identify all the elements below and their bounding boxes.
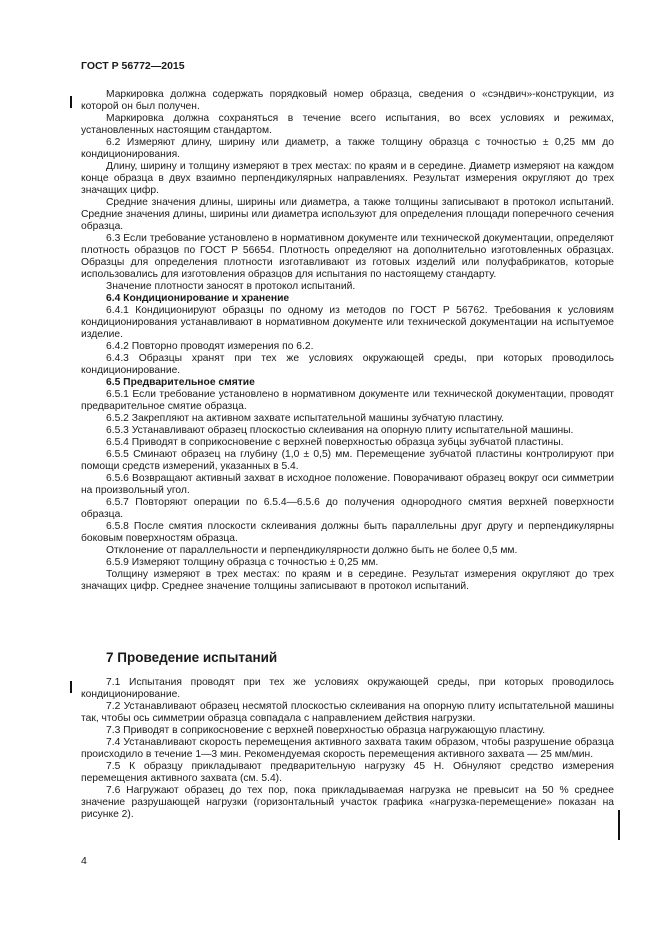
paragraph: 6.4.2 Повторно проводят измерения по 6.2.	[106, 341, 314, 352]
subsection-heading: 6.5 Предварительное смятие	[106, 377, 255, 388]
section-body	[81, 677, 614, 821]
paragraph: 6.5.9 Измеряют толщину образца с точностью ± 0,25 мм.	[106, 557, 379, 568]
change-bar	[618, 810, 620, 840]
paragraph: 6.4.1 Кондиционируют образцы по одному из методов по ГОСТ Р 56762. Требования к условиям кондиционирования устанавливают в нормативном документе или технической документации на испытуемое изделие.	[81, 305, 614, 340]
paragraph: Толщину измеряют в трех местах: по краям и в середине. Результат измерения округляют до трех значащих цифр. Среднее значение толщины записывают в протокол испытаний.	[81, 569, 614, 592]
paragraph: 6.5.4 Приводят в соприкосновение с верхней поверхностью образца зубцы зубчатой пластины.	[106, 437, 564, 448]
paragraph: Значение плотности заносят в протокол испытаний.	[106, 281, 356, 292]
paragraph: 6.4.3 Образцы хранят при тех же условиях окружающей среды, при которых проводилось кондиционирование.	[81, 353, 614, 376]
paragraph: 7.4 Устанавливают скорость перемещения активного захвата таким образом, чтобы разрушение образца происходило в течение 1—3 мин. Рекомендуемая скорость перемещения активного захвата — 25 мм/мин.	[81, 737, 614, 760]
paragraph: 6.3 Если требование установлено в нормативном документе или технической документации, определяют плотность образцов по ГОСТ Р 56654. Плотность определяют на дополнительно изготовленных образцах. Образцы для определения плотности изготавливают из готовых изделий или полуфабрикатов, которые использовались для изготовления образцов для испытания по настоящему стандарту.	[81, 233, 614, 280]
paragraph: 7.1 Испытания проводят при тех же условиях окружающей среды, при которых проводилось кондиционирование.	[81, 677, 614, 700]
paragraph: 7.6 Нагружают образец до тех пор, пока прикладываемая нагрузка не превысит на 50 % среднее значение разрушающей нагрузки (горизонтальный участок графика «нагрузка-перемещение» показан на рисунке 2).	[81, 785, 614, 820]
paragraph: Маркировка должна сохраняться в течение всего испытания, во всех условиях и режимах, установленных настоящим стандартом.	[81, 113, 614, 136]
subsection-heading: 6.4 Кондиционирование и хранение	[106, 293, 290, 304]
paragraph: Средние значения длины, ширины или диаметра, а также толщины записывают в протокол испытаний. Средние значения длины, ширины или диаметра используют для определения площади поперечного сечения образца.	[81, 197, 614, 232]
document-body	[81, 89, 614, 593]
paragraph: 6.5.7 Повторяют операции по 6.5.4—6.5.6 до получения однородного смятия верхней поверхности образца.	[81, 497, 614, 520]
paragraph: Маркировка должна содержать порядковый номер образца, сведения о «сэндвич»-конструкции, из которой он был получен.	[81, 89, 614, 112]
paragraph: 7.2 Устанавливают образец несмятой плоскостью склеивания на опорную плиту испытательной машины так, чтобы ось симметрии образца совпадала с направлением действия нагрузки.	[81, 701, 614, 724]
page-number: 4	[81, 855, 87, 867]
paragraph: 6.2 Измеряют длину, ширину или диаметр, а также толщину образца с точностью ± 0,25 мм до кондиционирования.	[81, 137, 614, 160]
paragraph: 7.3 Приводят в соприкосновение с верхней поверхностью образца нагружающую пластину.	[106, 725, 546, 736]
paragraph: 6.5.3 Устанавливают образец плоскостью склеивания на опорную плиту испытательной машины.	[106, 425, 574, 436]
paragraph: Отклонение от параллельности и перпендикулярности должно быть не более 0,5 мм.	[106, 545, 518, 556]
paragraph: 6.5.2 Закрепляют на активном захвате испытательной машины зубчатую пластину.	[106, 413, 505, 424]
paragraph: 6.5.6 Возвращают активный захват в исходное положение. Поворачивают образец вокруг оси симметрии на произвольный угол.	[81, 473, 614, 496]
paragraph: 7.5 К образцу прикладывают предварительную нагрузку 45 Н. Обнуляют средство измерения перемещения активного захвата (см. 5.4).	[81, 761, 614, 784]
paragraph: 6.5.8 После смятия плоскости склеивания должны быть параллельны друг другу и перпендикулярны боковым поверхностям образца.	[81, 521, 614, 544]
change-bar	[70, 96, 72, 108]
paragraph: 6.5.1 Если требование установлено в нормативном документе или технической документации, проводят предварительное смятие образца.	[81, 389, 614, 412]
change-bar	[70, 681, 72, 693]
paragraph: 6.5.5 Сминают образец на глубину (1,0 ± 0,5) мм. Перемещение зубчатой пластины контролируют при помощи средств измерений, указанных в 5.4.	[81, 449, 614, 472]
paragraph: Длину, ширину и толщину измеряют в трех местах: по краям и в середине. Диаметр измеряют на каждом конце образца в двух взаимно перпендикулярных направлениях. Результат измерения округляют до трех значащих цифр.	[81, 161, 614, 196]
document-header: ГОСТ Р 56772—2015	[81, 60, 185, 72]
section-title: 7 Проведение испытаний	[106, 650, 278, 665]
